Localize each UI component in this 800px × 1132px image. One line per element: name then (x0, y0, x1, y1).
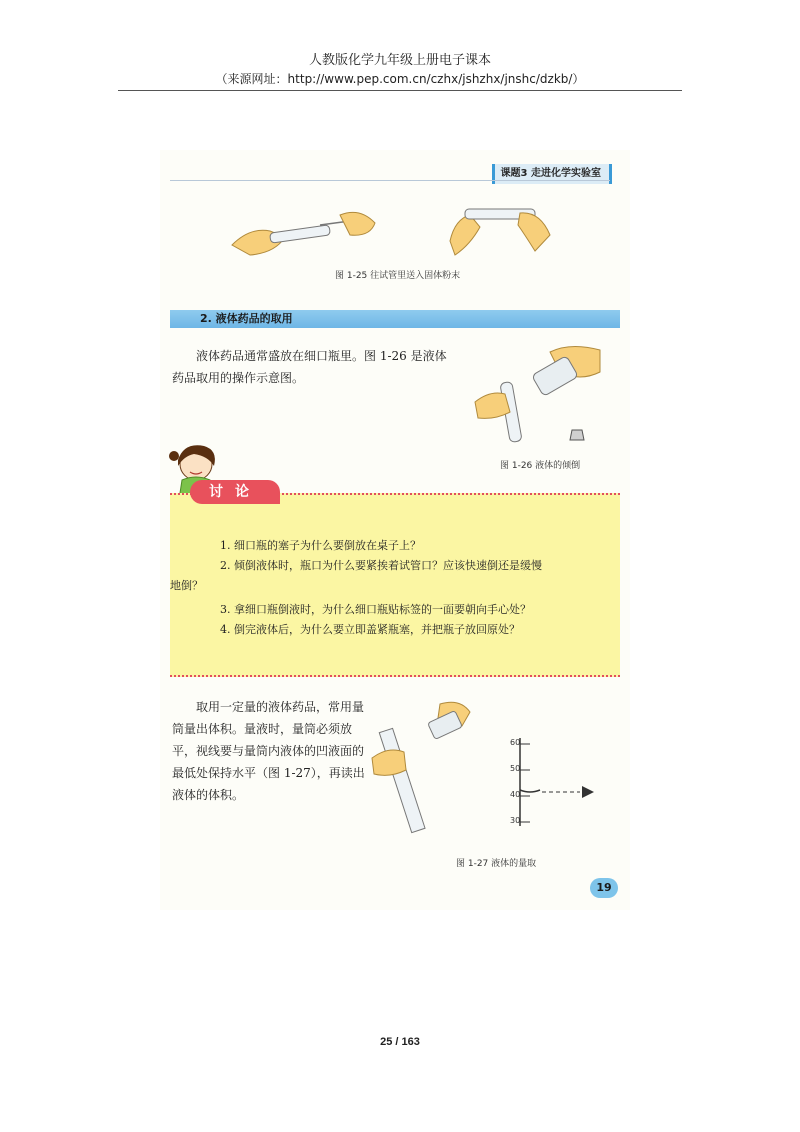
figure-1-27-illustration (370, 698, 610, 848)
document-source: （来源网址：http://www.pep.com.cn/czhx/jshzhx/jnshc/dzkb/） (215, 72, 585, 86)
book-page-number: 19 (590, 878, 618, 898)
measure-paragraph: 取用一定量的液体药品，常用量筒量出体积。量液时，量筒必须放平，视线要与量筒内液体的凹液面的最低处保持水平（图 1-27），再读出液体的体积。 (172, 700, 365, 802)
figure-1-25-caption: 图 1-25 往试管里送入固体粉末 (335, 271, 461, 281)
scale-tick-30: 30 (510, 816, 521, 825)
intro-paragraph: 液体药品通常盛放在细口瓶里。图 1-26 是液体药品取用的操作示意图。 (172, 349, 447, 385)
scale-tick-60: 60 (510, 738, 521, 747)
question-1: 1. 细口瓶的塞子为什么要倒放在桌子上？ (220, 539, 421, 552)
figure-1-25-illustration (230, 205, 570, 260)
question-4: 4. 倒完液体后，为什么要立即盖紧瓶塞，并把瓶子放回原处？ (220, 623, 520, 636)
scale-tick-40: 40 (510, 790, 521, 799)
discussion-label: 讨论 (190, 480, 280, 504)
document-header (0, 52, 800, 88)
page-indicator: 25 / 163 (380, 1036, 420, 1048)
textbook-page-scan (160, 150, 630, 910)
section-title-bar: 2. 液体药品的取用 (170, 310, 620, 328)
figure-1-26-illustration (470, 342, 620, 452)
top-divider (170, 180, 610, 181)
document-title: 人教版化学九年级上册电子课本 (308, 53, 491, 68)
header-divider (118, 90, 682, 91)
scale-tick-50: 50 (510, 764, 521, 773)
chapter-tag: 课题3 走进化学实验室 (492, 164, 612, 184)
question-3: 3. 拿细口瓶倒液时，为什么细口瓶贴标签的一面要朝向手心处？ (220, 603, 531, 616)
question-2: 2. 倾倒液体时，瓶口为什么要紧挨着试管口？应该快速倒还是缓慢地倒？ (170, 559, 542, 592)
figure-1-26-caption: 图 1-26 液体的倾倒 (500, 461, 581, 471)
figure-1-27-caption: 图 1-27 液体的量取 (456, 859, 537, 869)
